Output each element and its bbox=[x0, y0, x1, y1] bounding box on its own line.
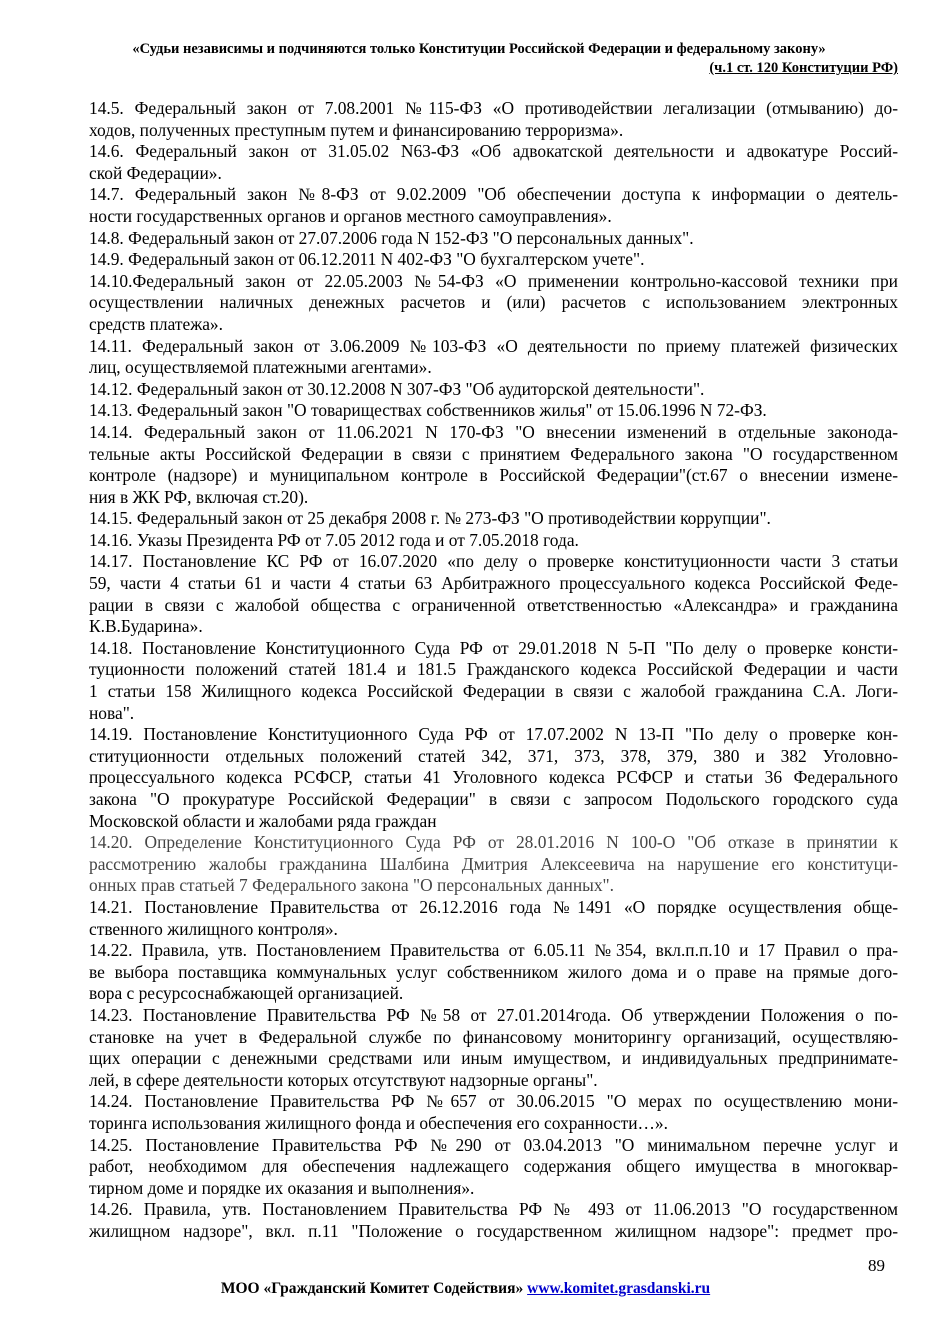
text-line: 14.22. Правила, утв. Постановлением Правительства от 6.05.11 №354, вкл.п.п.10 и 17 Правил о пра- bbox=[89, 940, 898, 961]
text-line: 14.17. Постановление КС РФ от 16.07.2020 «по делу о проверке конституционности части 3 статьи bbox=[89, 551, 898, 572]
text-line: 14.14. Федеральный закон от 11.06.2021 N 170-ФЗ "О внесении изменений в отдельные законода- bbox=[89, 421, 898, 442]
text-line: рации в связи с жалобой общества с ограниченной ответственностью «Александра» и гражданина bbox=[89, 594, 898, 615]
text-line: закона "О прокуратуре Российской Федерации" в связи с запросом Подольского городского суда bbox=[89, 789, 898, 809]
text-line: 14.13. Федеральный закон "О товариществах собственников жилья" от 15.06.1996 N 72-ФЗ. bbox=[89, 400, 767, 421]
text-line: тирном доме и порядке их оказания и выполнения». bbox=[89, 1177, 475, 1198]
text-line: ской Федерации». bbox=[89, 162, 222, 183]
text-line: рассмотрению жалобы гражданина Шалбина Дмитрия Алексеевича на нарушение его конституци- bbox=[89, 853, 898, 874]
text-line: 14.23. Постановление Правительства РФ №58 от 27.01.2014года. Об утверждении Положения о по- bbox=[89, 1004, 898, 1025]
text-line: 14.25. Постановление Правительства РФ №290 от 03.04.2013 "О минимальном перечне услуг и bbox=[89, 1134, 898, 1155]
text-line: ходов, полученных преступным путем и финансированию терроризма». bbox=[89, 119, 624, 140]
text-line: 14.12. Федеральный закон от 30.12.2008 N 307-ФЗ "Об аудиторской деятельности". bbox=[89, 378, 705, 399]
text-line: нова". bbox=[89, 702, 135, 723]
document-body bbox=[89, 98, 898, 1242]
text-line: 14.19. Постановление Конституционного Суда РФ от 17.07.2002 N 13-П "По делу о проверке кон- bbox=[89, 724, 898, 745]
text-line: 14.5. Федеральный закон от 7.08.2001 №115-ФЗ «О противодействии легализации (отмыванию) до- bbox=[89, 98, 898, 118]
text-line: средств платежа». bbox=[89, 313, 223, 334]
text-line: 14.26. Правила, утв. Постановлением Правительства РФ № 493 от 11.06.2013 "О государственном bbox=[89, 1199, 898, 1220]
text-line: 14.15. Федеральный закон от 25 декабря 2008 г. № 273-ФЗ "О противодействии коррупции". bbox=[89, 508, 771, 529]
text-line: ституционности отдельных положений статей 342, 371, 373, 378, 379, 380 и 382 Уголовно- bbox=[89, 745, 898, 766]
text-line: туционности положений статей 181.4 и 181.5 Гражданского кодекса Российской Федерации и части bbox=[89, 659, 898, 680]
text-line: Московской области и жалобами ряда граждан bbox=[89, 810, 437, 831]
text-line: 14.24. Постановление Правительства РФ №657 от 30.06.2015 "О мерах по осуществлению мони- bbox=[89, 1091, 898, 1112]
text-line: становке на учет в Федеральной службе по финансовому мониторингу организаций, осуществляю- bbox=[89, 1026, 898, 1047]
text-line: К.В.Бударина». bbox=[89, 616, 203, 637]
text-line: 14.7. Федеральный закон №8-ФЗ от 9.02.2009 "Об обеспечении доступа к информации о деятель- bbox=[89, 184, 898, 205]
footer-website-link[interactable]: www.komitet.grasdanski.ru bbox=[527, 1280, 711, 1297]
text-line: ности государственных органов и органов местного самоуправления». bbox=[89, 205, 612, 226]
text-line: лиц, осуществляемой платежными агентами». bbox=[89, 357, 432, 378]
page-number: 89 bbox=[868, 1256, 885, 1275]
text-line: 14.20. Определение Конституционного Суда РФ от 28.01.2016 N 100-О "Об отказе в принятии к bbox=[89, 832, 898, 853]
text-line: 14.8. Федеральный закон от 27.07.2006 года N 152-ФЗ "О персональных данных". bbox=[89, 227, 694, 248]
text-line: 1 статьи 158 Жилищного кодекса Российской Федерации в связи с жалобой гражданина С.А. Логи- bbox=[89, 681, 898, 702]
text-line: 14.10.Федеральный закон от 22.05.2003 №54-ФЗ «О применении контрольно-кассовой техники при bbox=[89, 270, 898, 291]
text-line: 14.16. Указы Президента РФ от 7.05 2012 года и от 7.05.2018 года. bbox=[89, 529, 579, 550]
text-line: 14.9. Федеральный закон от 06.12.2011 N 402-ФЗ "О бухгалтерском учете". bbox=[89, 249, 645, 270]
text-line: процессуального кодекса РСФСР, статьи 41 Уголовного кодекса РСФСР и статьи 36 Федерального bbox=[89, 767, 898, 788]
text-line: лей, в сфере деятельности которых отсутствуют надзорные органы". bbox=[89, 1069, 598, 1090]
text-line: осуществлении наличных денежных расчетов и (или) расчетов с использованием электронных bbox=[89, 292, 898, 313]
text-line: вора с ресурсоснабжающей организацией. bbox=[89, 983, 404, 1004]
header-quote: «Судьи независимы и подчиняются только Конституции Российской Федерации и федеральному закону» bbox=[132, 41, 826, 57]
text-line: ния в ЖК РФ, включая ст.20). bbox=[89, 486, 309, 507]
text-line: 14.18. Постановление Конституционного Суда РФ от 29.01.2018 N 5-П "По делу о проверке консти- bbox=[89, 637, 898, 658]
text-line: 59, части 4 статьи 61 и части 4 статьи 63 Арбитражного процессуального кодекса Российской Феде- bbox=[89, 573, 898, 594]
text-line: ственного жилищного контроля». bbox=[89, 918, 338, 939]
footer-organization: МОО «Гражданский Комитет Содействия» bbox=[220, 1280, 524, 1297]
text-line: 14.6. Федеральный закон от 31.05.02 N63-ФЗ «Об адвокатской деятельности и адвокатуре Россий- bbox=[89, 141, 898, 162]
text-line: 14.21. Постановление Правительства от 26.12.2016 года №1491 «О порядке осуществления обще- bbox=[89, 896, 898, 917]
text-line: 14.11. Федеральный закон от 3.06.2009 №103-ФЗ «О деятельности по приему платежей физических bbox=[89, 335, 898, 356]
text-line: онных прав статьей 7 Федерального закона "О персональных данных". bbox=[89, 875, 614, 896]
text-line: щих операции с денежными средствами или иным имуществом, и индивидуальных предпринимате- bbox=[89, 1048, 898, 1069]
text-line: жилищном надзоре", вкл. п.11 "Положение о государственном жилищном надзоре": предмет про- bbox=[89, 1220, 898, 1241]
text-line: работ, необходимом для обеспечения надлежащего содержания общего имущества в многоквар- bbox=[89, 1156, 898, 1177]
footer bbox=[0, 1280, 931, 1298]
header-source: (ч.1 ст. 120 Конституции РФ) bbox=[709, 60, 898, 76]
text-line: ве выбора поставщика коммунальных услуг собственником жилого дома и о праве на прямые дого- bbox=[89, 961, 898, 982]
text-line: торинга использования жилищного фонда и обеспечения его сохранности…». bbox=[89, 1112, 668, 1133]
text-line: тельные акты Российской Федерации в связи с принятием Федерального закона "О государственном bbox=[89, 443, 898, 464]
text-line: контроле (надзоре) и муниципальном контроле в Российской Федерации"(ст.67 о внесении измене- bbox=[89, 465, 898, 486]
